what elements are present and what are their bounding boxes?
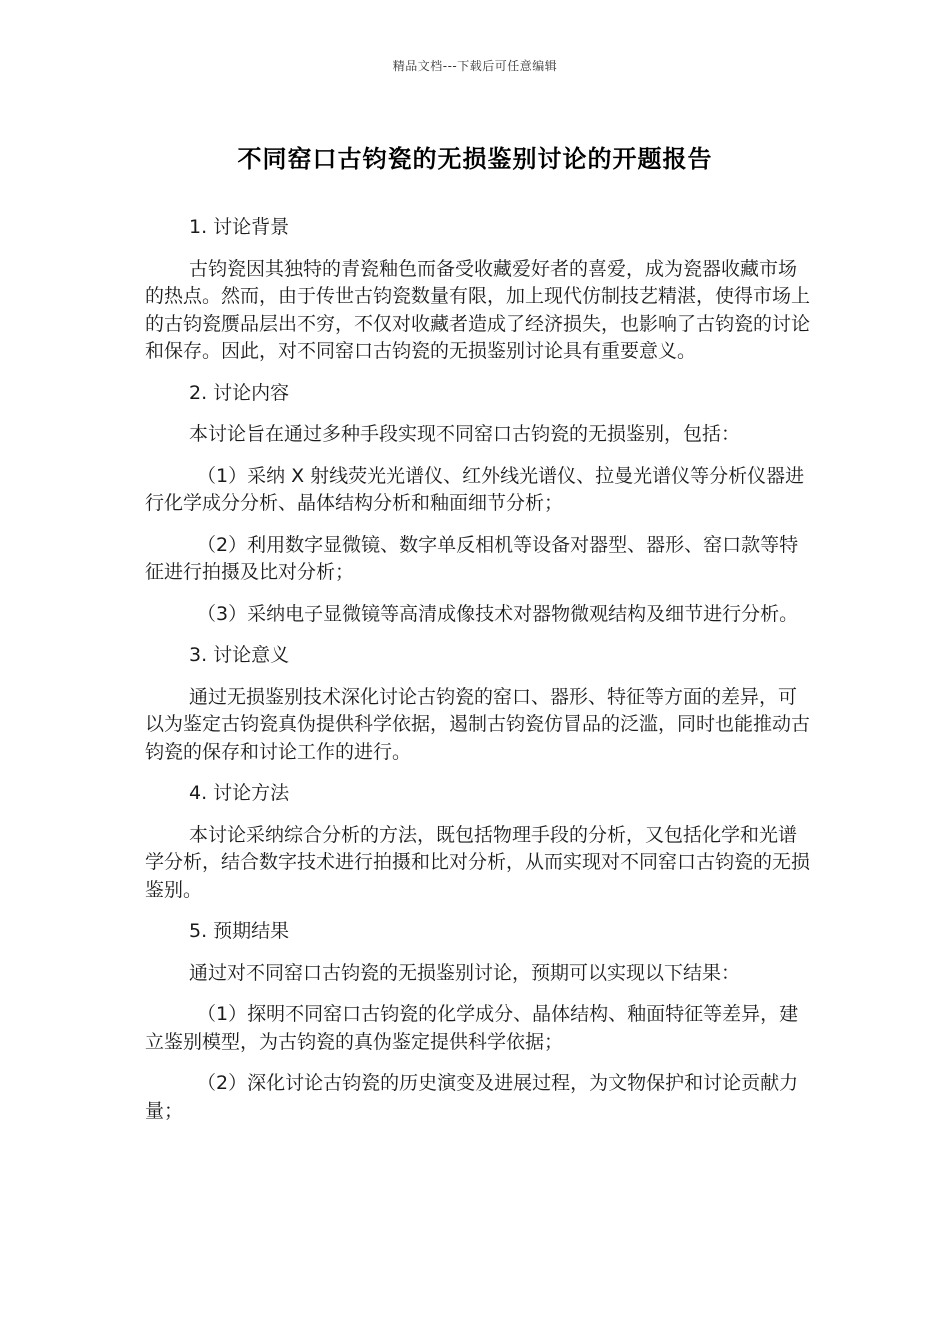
list-item: （1）探明不同窑口古钧瓷的化学成分、晶体结构、釉面特征等差异，建立鉴别模型，为古钧瓷的真伪鉴定提供科学依据； <box>145 1003 799 1053</box>
paragraph: 本讨论采纳综合分析的方法，既包括物理手段的分析，又包括化学和光谱学分析，结合数字技术进行拍摄和比对分析，从而实现对不同窑口古钧瓷的无损鉴别。 <box>145 823 811 901</box>
paragraph: 通过对不同窑口古钧瓷的无损鉴别讨论，预期可以实现以下结果： <box>189 961 741 984</box>
paragraph: 古钧瓷因其独特的青瓷釉色而备受收藏爱好者的喜爱，成为瓷器收藏市场的热点。然而，由于传世古钧瓷数量有限，加上现代仿制技艺精湛，使得市场上的古钧瓷赝品层出不穷，不仅对收藏者造成了经济损失，也影响了古钧瓷的讨论和保存。因此，对不同窑口古钧瓷的无损鉴别讨论具有重要意义。 <box>145 257 811 362</box>
paragraph: 本讨论旨在通过多种手段实现不同窑口古钧瓷的无损鉴别，包括： <box>189 423 741 445</box>
paragraph: 通过无损鉴别技术深化讨论古钧瓷的窑口、器形、特征等方面的差异，可以为鉴定古钧瓷真伪提供科学依据，遏制古钧瓷仿冒品的泛滥，同时也能推动古钧瓷的保存和讨论工作的进行。 <box>145 685 811 763</box>
header-note: 精品文档---下载后可任意编辑 <box>392 59 558 73</box>
list-item: （2）利用数字显微镜、数字单反相机等设备对器型、器形、窑口款等特征进行拍摄及比对分析； <box>145 533 799 583</box>
section-heading: 4. 讨论方法 <box>189 782 290 804</box>
document-title: 不同窑口古钧瓷的无损鉴别讨论的开题报告 <box>237 145 713 173</box>
list-item: （3）采纳电子显微镜等高清成像技术对器物微观结构及细节进行分析。 <box>197 602 799 625</box>
document-body <box>145 214 815 1139</box>
list-item: （1）采纳 X 射线荧光光谱仪、红外线光谱仪、拉曼光谱仪等分析仪器进行化学成分分析、晶体结构分析和釉面细节分析； <box>145 464 805 514</box>
section-heading: 1. 讨论背景 <box>189 216 290 238</box>
section-heading: 2. 讨论内容 <box>189 381 290 404</box>
section-heading: 5. 预期结果 <box>189 920 290 942</box>
section-heading: 3. 讨论意义 <box>189 644 290 666</box>
list-item: （2）深化讨论古钧瓷的历史演变及进展过程，为文物保护和讨论贡献力量； <box>145 1072 799 1122</box>
